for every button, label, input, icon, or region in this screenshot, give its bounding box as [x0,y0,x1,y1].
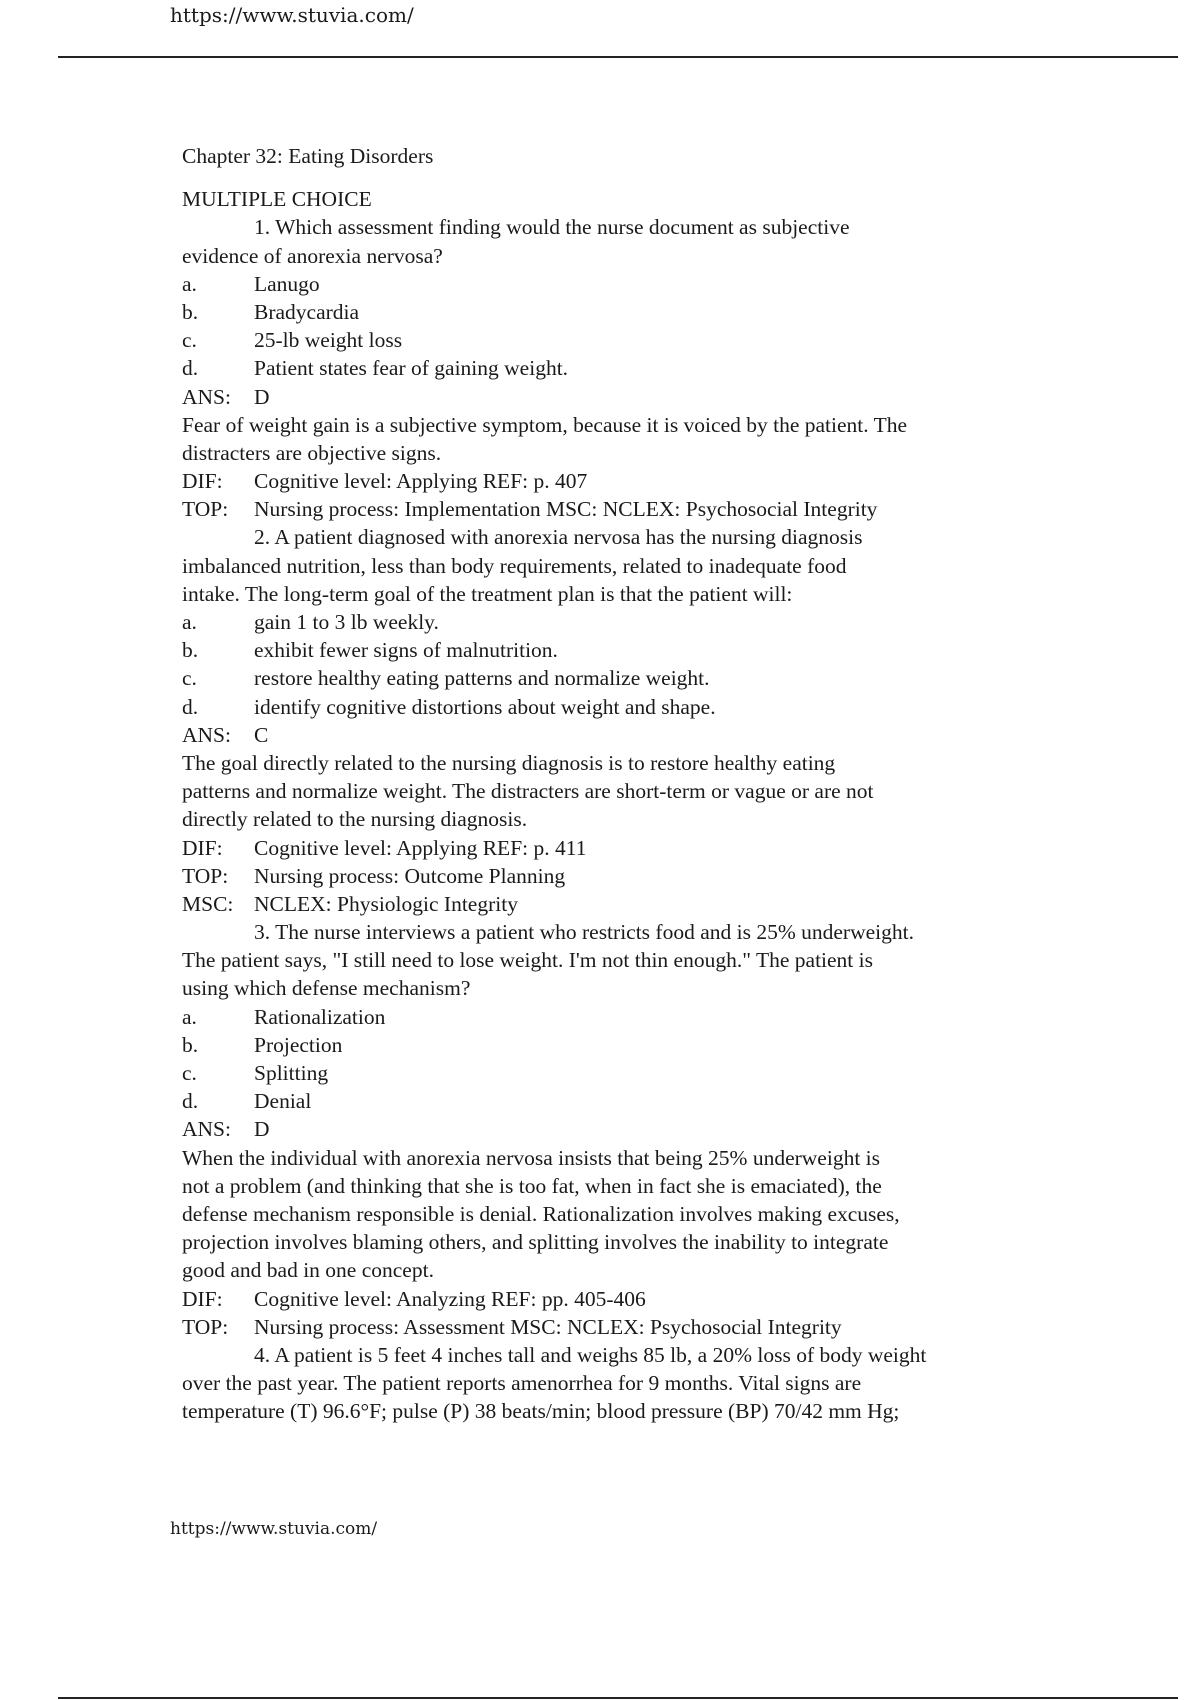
document-body [182,142,1062,1425]
difficulty-value: Cognitive level: Applying REF: p. 411 [254,835,587,860]
question-stem: intake. The long-term goal of the treatment plan is that the patient will: [182,581,793,606]
option-text: Splitting [254,1061,329,1085]
footer-url: https://www.stuvia.com/ [170,1519,378,1539]
option-b [182,636,1062,664]
rationale: not a problem (and thinking that she is too fat, when in fact she is emaciated), the [182,1173,882,1198]
header-url: https://www.stuvia.com/ [170,3,414,27]
answer-line [182,721,1062,749]
difficulty-label: DIF: [182,1286,223,1311]
option-c [182,1059,1062,1087]
answer-label: ANS: [182,722,231,747]
option-letter: b. [182,638,199,663]
option-letter: c. [182,1061,197,1085]
question-1 [182,213,1062,523]
section-label: MULTIPLE CHOICE [182,187,372,212]
rationale: Fear of weight gain is a subjective symptom, because it is voiced by the patient. The [182,412,908,437]
header-divider [58,56,1178,58]
option-text: identify cognitive distortions about weight and shape. [254,694,716,719]
option-letter: d. [182,1089,199,1114]
option-b [182,1031,1062,1059]
topic-label: TOP: [182,863,229,888]
option-text: Denial [254,1089,312,1114]
topic-value: Nursing process: Outcome Planning [254,863,566,888]
question-stem: 1. Which assessment finding would the nurse document as subjective [254,215,850,240]
option-a [182,1003,1062,1031]
msc-label: MSC: [182,891,234,916]
question-stem: 2. A patient diagnosed with anorexia nervosa has the nursing diagnosis [254,525,863,550]
rationale: defense mechanism responsible is denial. Rationalization involves making excuses, [182,1201,900,1226]
option-letter: d. [182,356,199,381]
option-b [182,298,1062,326]
answer-value: D [254,1117,270,1142]
footer-divider [58,1697,1178,1699]
question-stem: imbalanced nutrition, less than body requirements, related to inadequate food [182,553,847,578]
answer-line [182,1115,1062,1143]
question-stem: 4. A patient is 5 feet 4 inches tall and weighs 85 lb, a 20% loss of body weight [254,1342,927,1367]
option-d [182,1087,1062,1115]
chapter-title: Chapter 32: Eating Disorders [182,144,434,168]
rationale: projection involves blaming others, and splitting involves the inability to integrate [182,1230,889,1255]
rationale: distracters are objective signs. [182,440,442,465]
difficulty-value: Cognitive level: Analyzing REF: pp. 405-406 [254,1286,646,1311]
option-d [182,693,1062,721]
difficulty-label: DIF: [182,469,223,494]
question-3 [182,918,1062,1341]
option-text: 25-lb weight loss [254,328,403,353]
answer-value: C [254,722,269,747]
option-letter: b. [182,1032,199,1057]
topic-label: TOP: [182,1314,229,1339]
question-2 [182,523,1062,918]
answer-label: ANS: [182,1117,231,1142]
difficulty-line [182,467,1062,495]
answer-line [182,383,1062,411]
option-text: Bradycardia [254,299,360,324]
option-letter: a. [182,1004,197,1029]
question-4 [182,1341,1062,1426]
topic-value: Nursing process: Implementation MSC: NCLEX: Psychosocial Integrity [254,497,878,522]
msc-line [182,890,1062,918]
option-text: Rationalization [254,1004,386,1029]
question-stem: The patient says, "I still need to lose weight. I'm not thin enough." The patient is [182,948,873,973]
topic-line [182,495,1062,523]
option-a [182,608,1062,636]
topic-line [182,1313,1062,1341]
option-text: Patient states fear of gaining weight. [254,356,569,381]
topic-value: Nursing process: Assessment MSC: NCLEX: Psychosocial Integrity [254,1314,842,1339]
difficulty-label: DIF: [182,835,223,860]
option-text: Projection [254,1032,343,1057]
rationale: The goal directly related to the nursing diagnosis is to restore healthy eating [182,750,836,775]
option-d [182,354,1062,382]
difficulty-line [182,834,1062,862]
option-letter: d. [182,694,199,719]
question-stem: temperature (T) 96.6°F; pulse (P) 38 beats/min; blood pressure (BP) 70/42 mm Hg; [182,1399,900,1424]
option-text: restore healthy eating patterns and normalize weight. [254,666,710,691]
question-stem: evidence of anorexia nervosa? [182,243,443,268]
option-letter: c. [182,666,197,691]
option-c [182,664,1062,692]
question-stem: over the past year. The patient reports amenorrhea for 9 months. Vital signs are [182,1371,862,1396]
option-text: gain 1 to 3 lb weekly. [254,610,439,634]
rationale: good and bad in one concept. [182,1258,434,1283]
option-letter: a. [182,271,197,296]
rationale: patterns and normalize weight. The distracters are short-term or vague or are not [182,779,874,804]
topic-line [182,862,1062,890]
difficulty-value: Cognitive level: Applying REF: p. 407 [254,469,588,494]
option-text: exhibit fewer signs of malnutrition. [254,638,558,663]
question-stem: using which defense mechanism? [182,976,471,1001]
question-stem: 3. The nurse interviews a patient who restricts food and is 25% underweight. [254,920,914,945]
rationale: When the individual with anorexia nervosa insists that being 25% underweight is [182,1145,881,1170]
topic-label: TOP: [182,497,229,522]
option-a [182,270,1062,298]
option-text: Lanugo [254,271,320,296]
option-c [182,326,1062,354]
option-letter: c. [182,328,197,353]
rationale: directly related to the nursing diagnosis. [182,807,528,832]
answer-value: D [254,384,270,409]
answer-label: ANS: [182,384,231,409]
option-letter: b. [182,299,199,324]
option-letter: a. [182,610,197,634]
difficulty-line [182,1285,1062,1313]
msc-value: NCLEX: Physiologic Integrity [254,891,518,916]
